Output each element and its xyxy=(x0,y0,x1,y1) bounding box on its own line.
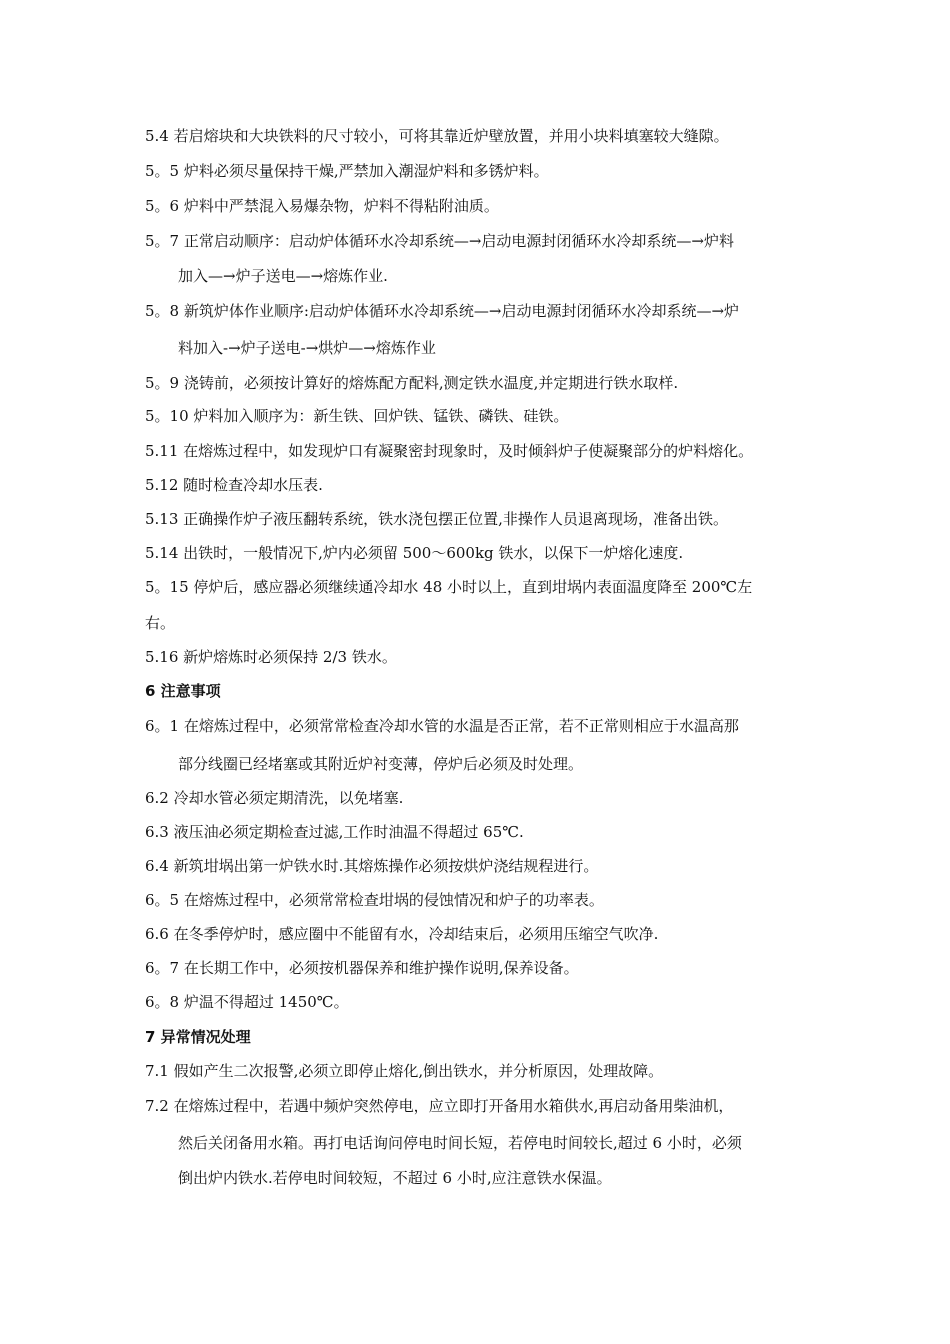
item-5-8: 5。8 新筑炉体作业顺序:启动炉体循环水冷却系统—→启动电源封闭循环水冷却系统—→炉 xyxy=(145,302,740,320)
item-5-15-cont: 右。 xyxy=(145,614,176,632)
item-5-6: 5。6 炉料中严禁混入易爆杂物，炉料不得粘附油质。 xyxy=(145,197,499,215)
item-6-4: 6.4 新筑坩埚出第一炉铁水时.其熔炼操作必须按烘炉浇结规程进行。 xyxy=(145,857,599,875)
item-6-6: 6.6 在冬季停炉时，感应圈中不能留有水，冷却结束后，必须用压缩空气吹净. xyxy=(145,925,659,943)
item-6-3: 6.3 液压油必须定期检查过滤,工作时油温不得超过 65℃. xyxy=(145,823,524,841)
item-5-10: 5。10 炉料加入顺序为：新生铁、回炉铁、锰铁、磷铁、硅铁。 xyxy=(145,407,569,425)
item-7-2-cont-1: 然后关闭备用水箱。再打电话询问停电时间长短，若停电时间较长,超过 6 小时，必须 xyxy=(178,1134,742,1152)
section-6-heading: 6 注意事项 xyxy=(145,682,221,700)
item-6-1-cont: 部分线圈已经堵塞或其附近炉衬变薄，停炉后必须及时处理。 xyxy=(178,755,584,773)
item-5-5: 5。5 炉料必须尽量保持干燥,严禁加入潮湿炉料和多锈炉料。 xyxy=(145,162,549,180)
item-5-13: 5.13 正确操作炉子液压翻转系统，铁水浇包摆正位置,非操作人员退离现场，准备出铁。 xyxy=(145,510,728,528)
item-7-1: 7.1 假如产生二次报警,必须立即停止熔化,倒出铁水，并分析原因，处理故障。 xyxy=(145,1062,664,1080)
item-5-7-cont: 加入—→炉子送电—→熔炼作业. xyxy=(178,267,388,285)
item-6-2: 6.2 冷却水管必须定期清洗，以免堵塞. xyxy=(145,789,404,807)
item-5-15: 5。15 停炉后，感应器必须继续通冷却水 48 小时以上，直到坩埚内表面温度降至 200℃左 xyxy=(145,578,753,596)
section-7-heading: 7 异常情况处理 xyxy=(145,1028,251,1046)
item-5-8-cont: 料加入-→炉子送电-→烘炉—→熔炼作业 xyxy=(178,339,436,357)
item-5-11: 5.11 在熔炼过程中，如发现炉口有凝聚密封现象时，及时倾斜炉子使凝聚部分的炉料熔化。 xyxy=(145,442,754,460)
item-5-4: 5.4 若启熔块和大块铁料的尺寸较小，可将其靠近炉壁放置，并用小块料填塞较大缝隙。 xyxy=(145,127,729,145)
item-7-2: 7.2 在熔炼过程中，若遇中频炉突然停电，应立即打开备用水箱供水,再启动备用柴油机， xyxy=(145,1097,734,1115)
item-7-2-cont-2: 倒出炉内铁水.若停电时间较短，不超过 6 小时,应注意铁水保温。 xyxy=(178,1169,612,1187)
item-6-1: 6。1 在熔炼过程中，必须常常检查冷却水管的水温是否正常，若不正常则相应于水温高那 xyxy=(145,717,739,735)
item-6-8: 6。8 炉温不得超过 1450℃。 xyxy=(145,993,349,1011)
item-5-12: 5.12 随时检查冷却水压表. xyxy=(145,476,323,494)
item-5-14: 5.14 出铁时，一般情况下,炉内必须留 500～600kg 铁水，以保下一炉熔化速度. xyxy=(145,544,684,562)
item-5-9: 5。9 浇铸前，必须按计算好的熔炼配方配料,测定铁水温度,并定期进行铁水取样. xyxy=(145,374,679,392)
item-6-7: 6。7 在长期工作中，必须按机器保养和维护操作说明,保养设备。 xyxy=(145,959,579,977)
item-5-7: 5。7 正常启动顺序：启动炉体循环水冷却系统—→启动电源封闭循环水冷却系统—→炉料 xyxy=(145,232,734,250)
item-6-5: 6。5 在熔炼过程中，必须常常检查坩埚的侵蚀情况和炉子的功率表。 xyxy=(145,891,604,909)
item-5-16: 5.16 新炉熔炼时必须保持 2/3 铁水。 xyxy=(145,648,397,666)
